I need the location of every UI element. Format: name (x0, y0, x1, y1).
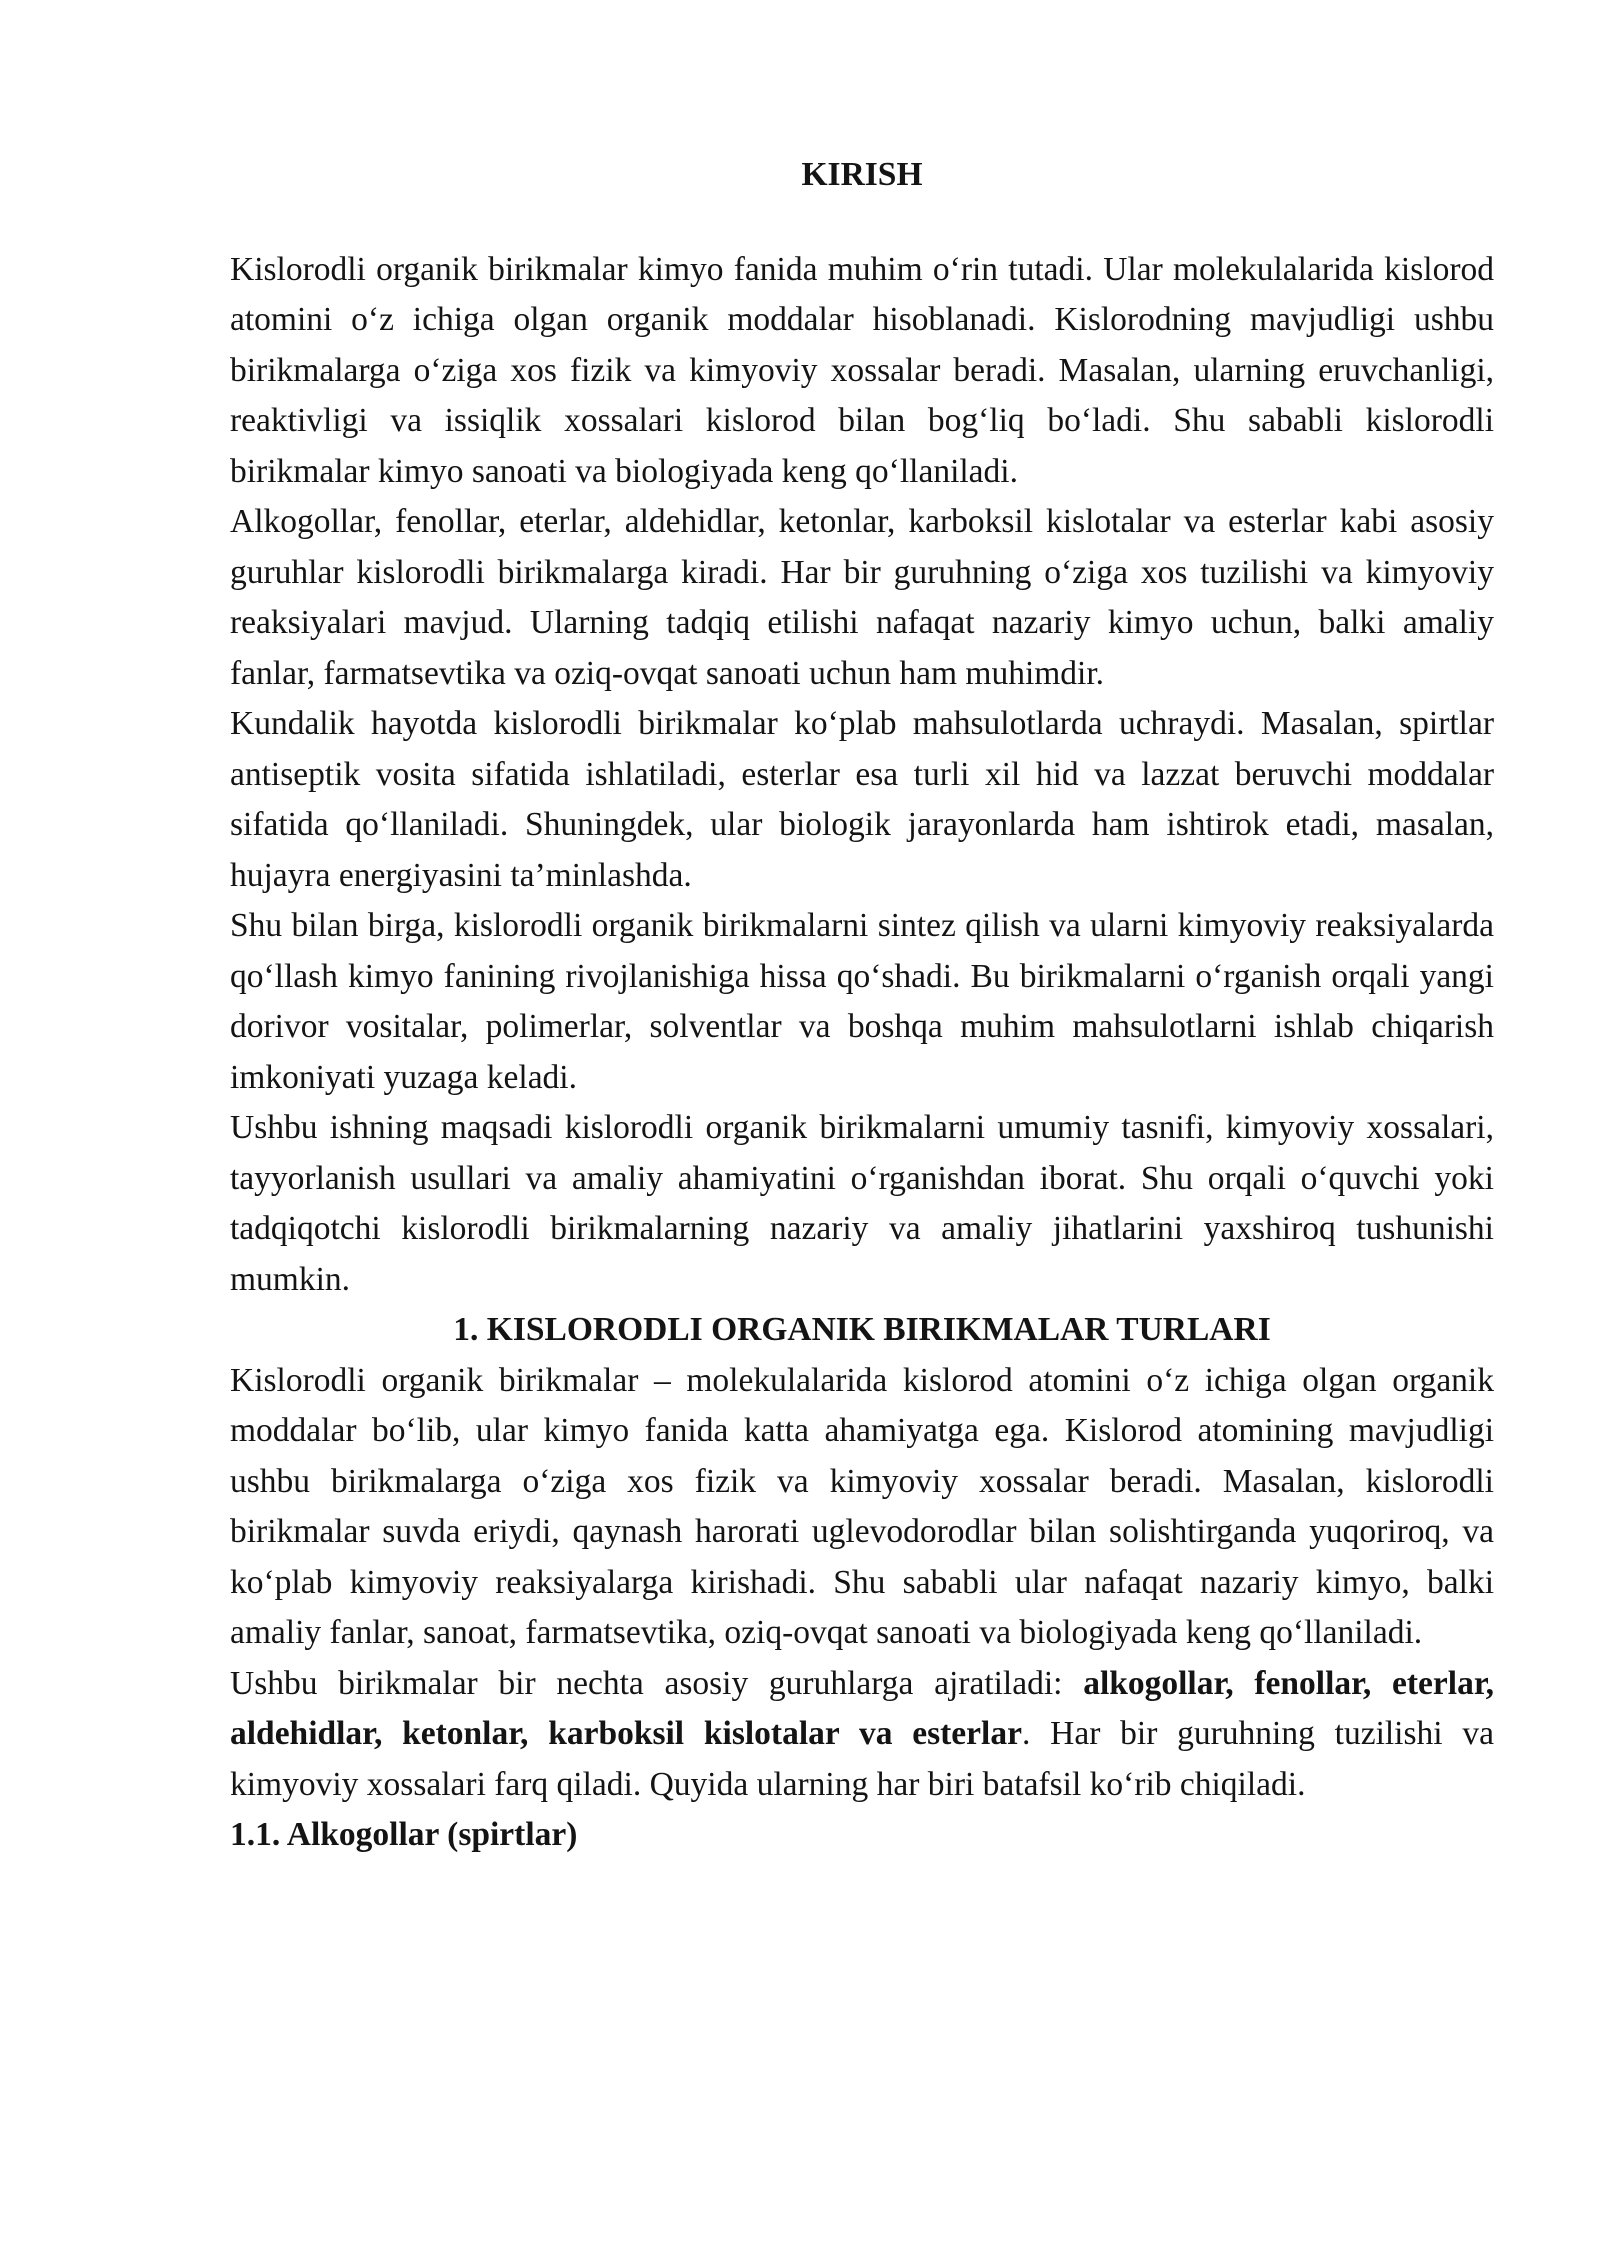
intro-paragraph-1: Kislorodli organik birikmalar kimyo fanida muhim o‘rin tutadi. Ular molekulalarida kislorod atomini o‘z ichiga olgan organik moddalar hisoblanadi. Kislorodning mavjudligi ushbu birikmalarga o‘ziga xos fizik va kimyoviy xossalar beradi. Masalan, ularning eruvchanligi, reaktivligi va issiqlik xossalari kislorod bilan bog‘liq bo‘ladi. Shu sababli kislorodli birikmalar kimyo sanoati va biologiyada keng qo‘llaniladi. (230, 250, 1494, 490)
section-paragraph-2 (230, 1659, 1494, 1811)
intro-paragraph-5: Ushbu ishning maqsadi kislorodli organik birikmalarni umumiy tasnifi, kimyoviy xossalari, tayyorlanish usullari va amaliy ahamiyatini o‘rganishdan iborat. Shu orqali o‘quvchi yoki tadqiqotchi kislorodli birikmalarning nazariy va amaliy jihatlarini yaxshiroq tushunishi mumkin. (230, 1109, 1494, 1298)
intro-paragraph-4: Shu bilan birga, kislorodli organik birikmalarni sintez qilish va ularni kimyoviy reaksiyalarda qo‘llash kimyo fanining rivojlanishiga hissa qo‘shadi. Bu birikmalarni o‘rganish orqali yangi dorivor vositalar, polimerlar, solventlar va boshqa muhim mahsulotlarni ishlab chiqarish imkoniyati yuzaga keladi. (230, 907, 1494, 1096)
intro-paragraph-3: Kundalik hayotda kislorodli birikmalar ko‘plab mahsulotlarda uchraydi. Masalan, spirtlar antiseptik vosita sifatida ishlatiladi, esterlar esa turli xil hid va lazzat beruvchi moddalar sifatida qo‘llaniladi. Shuningdek, ular biologik jarayonlarda ham ishtirok etadi, masalan, hujayra energiyasini ta’minlashda. (230, 705, 1494, 894)
paragraph-lead-text: Ushbu birikmalar bir nechta asosiy guruhlarga ajratiladi: (230, 1664, 1084, 1702)
paragraph-bold-groups: alkogollar, fenollar, eterlar, aldehidlar, ketonlar, karboksil kislotalar va esterlar (230, 1664, 1494, 1752)
paragraph-tail-text: . Har bir guruhning tuzilishi va kimyoviy xossalari farq qiladi. Quyida ularning har biri batafsil ko‘rib chiqiladi. (230, 1715, 1494, 1803)
section-paragraph-1: Kislorodli organik birikmalar – molekulalarida kislorod atomini o‘z ichiga olgan organik moddalar bo‘lib, ular kimyo fanida katta ahamiyatga ega. Kislorod atomining mavjudligi ushbu birikmalarga o‘ziga xos fizik va kimyoviy xossalar beradi. Masalan, kislorodli birikmalar suvda eriydi, qaynash harorati uglevodorodlar bilan solishtirganda yuqoriroq, va ko‘plab kimyoviy reaksiyalarga kirishadi. Shu sababli ular nafaqat nazariy kimyo, balki amaliy fanlar, sanoat, farmatsevtika, oziq-ovqat sanoati va biologiyada keng qo‘llaniladi. (230, 1361, 1494, 1651)
document-page (230, 150, 1494, 1861)
intro-paragraph-2: Alkogollar, fenollar, eterlar, aldehidlar, ketonlar, karboksil kislotalar va esterlar kabi asosiy guruhlar kislorodli birikmalarga kiradi. Har bir guruhning o‘ziga xos tuzilishi va kimyoviy reaksiyalari mavjud. Ularning tadqiq etilishi nafaqat nazariy kimyo uchun, balki amaliy fanlar, farmatsevtika va oziq-ovqat sanoati uchun ham muhimdir. (230, 503, 1494, 692)
page-title: KIRISH (801, 156, 923, 193)
section-heading: 1. KISLORODLI ORGANIK BIRIKMALAR TURLARI (453, 1311, 1271, 1348)
subsection-heading: 1.1. Alkogollar (spirtlar) (230, 1816, 578, 1853)
